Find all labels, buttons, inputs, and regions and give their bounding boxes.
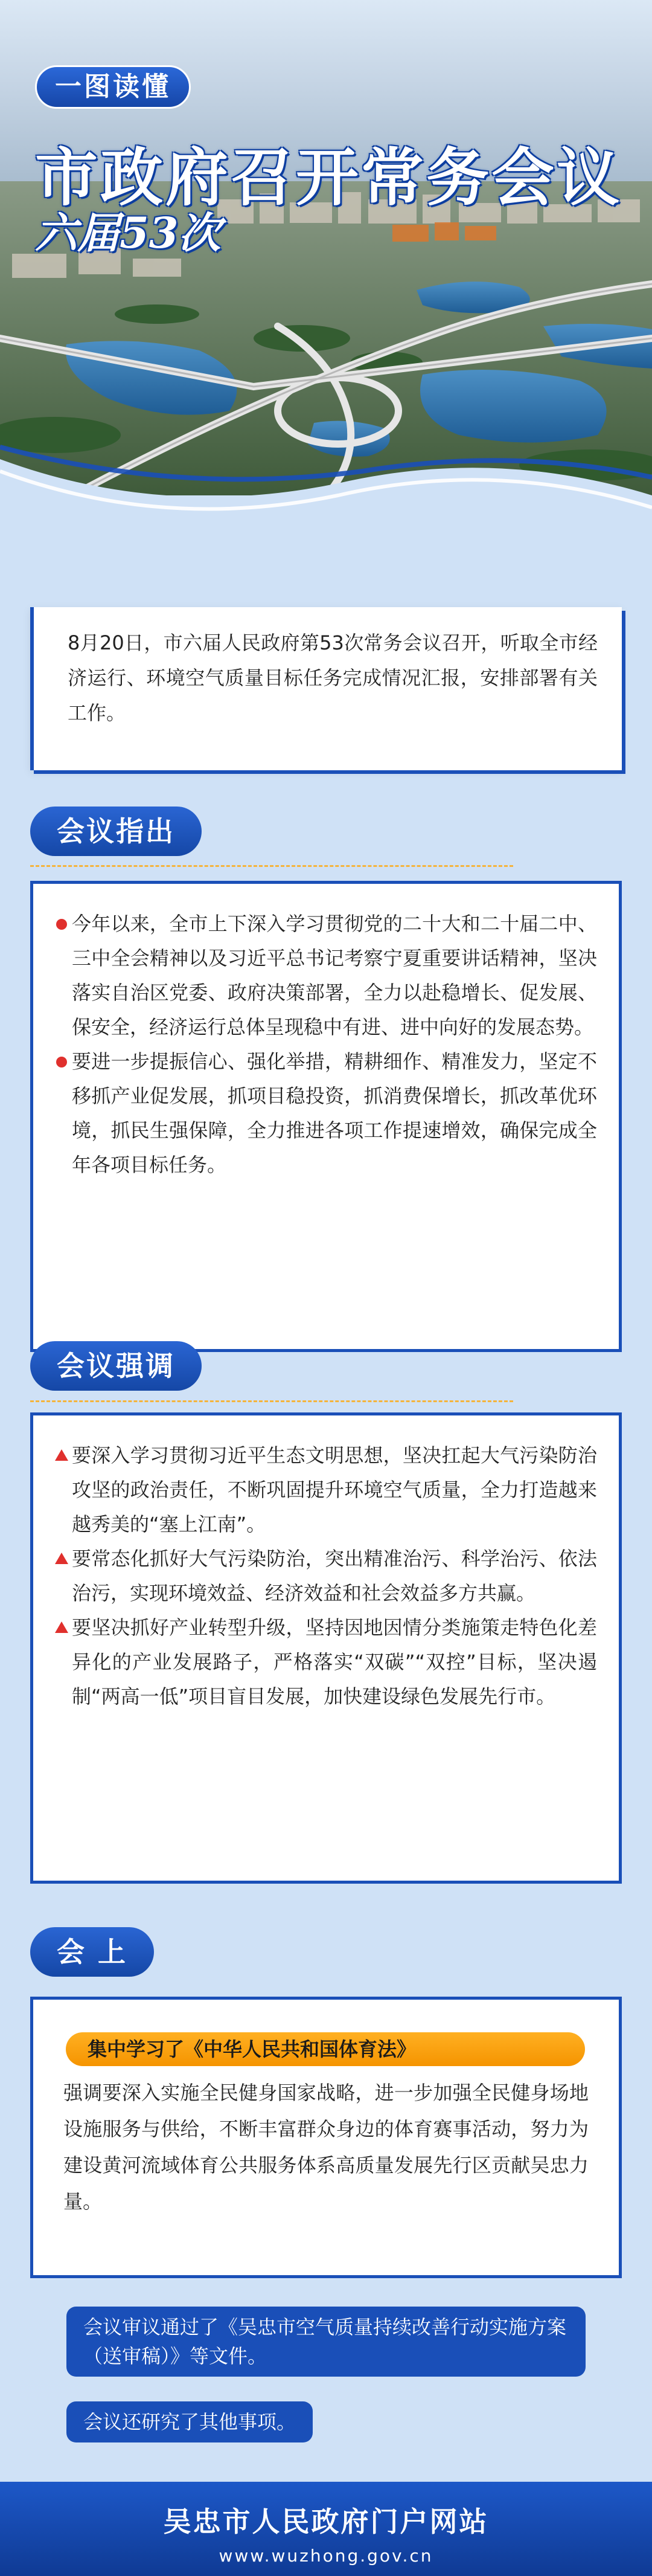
section-header-meeting: 会 上: [30, 1927, 154, 1977]
list-item: 要进一步提振信心、强化举措，精耕细作、精准发力，坚定不移抓产业促发展，抓项目稳投资，抓消费保增长，抓改革优环境，抓民生强保障，全力推进各项工作提速增效，确保完成全年各项目标任务。: [55, 1045, 597, 1182]
footer: [0, 2482, 652, 2576]
red-triangle-bullet-icon: [55, 1449, 68, 1461]
hero-banner: [0, 0, 652, 544]
emphasized-box: [30, 1412, 622, 1884]
section-divider: [30, 865, 513, 867]
hero-tag-badge: 一图读懂: [35, 65, 191, 109]
section-header-emphasized: 会议强调: [30, 1341, 202, 1391]
meeting-paragraph: 强调要深入实施全民健身国家战略，进一步加强全民健身场地设施服务与供给，不断丰富群众身边的体育赛事活动，努力为建设黄河流域体育公共服务体系高质量发展先行区贡献吴忠力量。: [63, 2081, 589, 2213]
red-triangle-bullet-icon: [55, 1621, 68, 1633]
footer-site-url[interactable]: www.wuzhong.gov.cn: [219, 2546, 433, 2566]
section-header-pointed-out: 会议指出: [30, 807, 202, 856]
note-approved-documents: 会议审议通过了《吴忠市空气质量持续改善行动实施方案（送审稿）》等文件。: [66, 2307, 586, 2377]
study-label-pill: 集中学习了《中华人民共和国体育法》: [66, 2032, 585, 2066]
note-other-matters: 会议还研究了其他事项。: [66, 2401, 313, 2442]
footer-site-name: 吴忠市人民政府门户网站: [163, 2505, 489, 2538]
intro-text: 8月20日，市六届人民政府第53次常务会议召开，听取全市经济运行、环境空气质量目标任务完成情况汇报，安排部署有关工作。: [68, 631, 598, 724]
list-item: 要常态化抓好大气污染防治，突出精准治污、科学治污、依法治污，实现环境效益、经济效益和社会效益多方共赢。: [55, 1542, 597, 1611]
list-item: 今年以来，全市上下深入学习贯彻党的二十大和二十届二中、三中全会精神以及习近平总书记考察宁夏重要讲话精神，坚决落实自治区党委、政府决策部署，全力以赴稳增长、促发展、保安全，经济运行总体呈现稳中有进、进中向好的发展态势。: [55, 907, 597, 1045]
intro-box: [30, 607, 622, 770]
pointed-out-box: [30, 881, 622, 1352]
list-item: 要深入学习贯彻习近平生态文明思想，坚决扛起大气污染防治攻坚的政治责任，不断巩固提升环境空气质量，全力打造越来越秀美的“塞上江南”。: [55, 1438, 597, 1542]
section-divider: [30, 1400, 513, 1402]
list-item: 要坚决抓好产业转型升级，坚持因地因情分类施策走特色化差异化的产业发展路子，严格落实“双碳”“双控”目标，坚决遏制“两高一低”项目盲目发展，加快建设绿色发展先行市。: [55, 1611, 597, 1714]
meeting-box: [30, 1997, 622, 2278]
red-triangle-bullet-icon: [55, 1553, 68, 1564]
page-subtitle: 六届53次: [35, 208, 221, 258]
red-dot-bullet-icon: [56, 1057, 67, 1067]
page-title: 市政府召开常务会议: [35, 141, 622, 214]
red-dot-bullet-icon: [56, 919, 67, 930]
